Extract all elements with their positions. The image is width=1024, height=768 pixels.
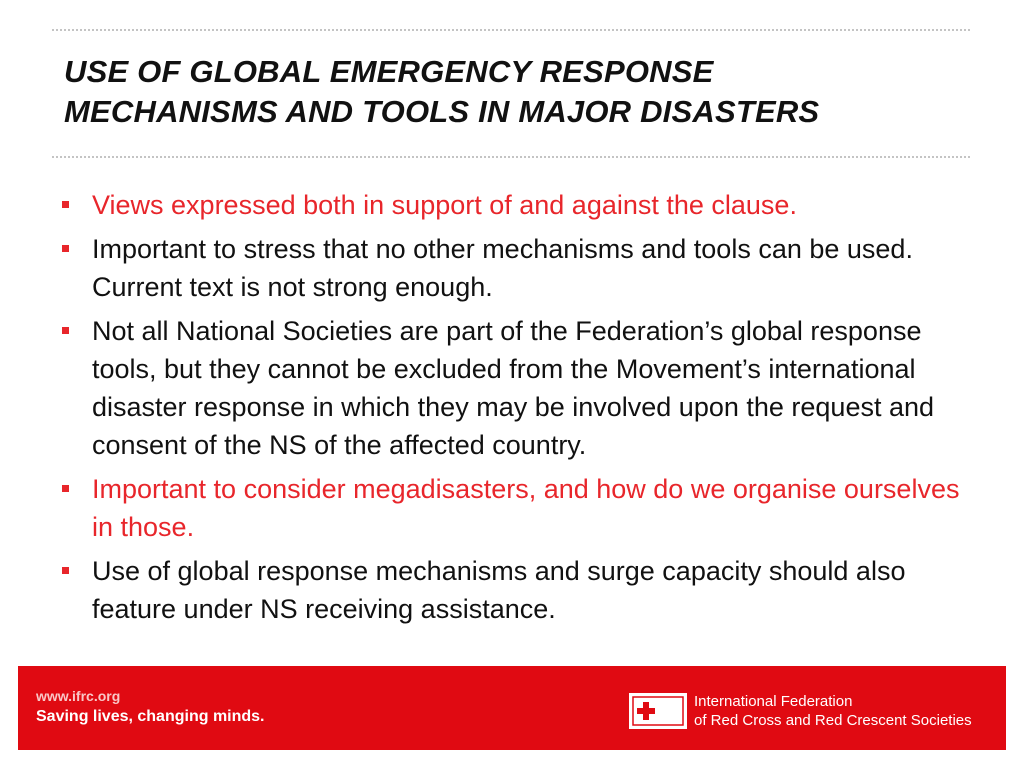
org-name-line-2: of Red Cross and Red Crescent Societies [694,712,972,729]
bullet-text: Not all National Societies are part of the Federation’s global response tools, but they cannot be excluded from the Movement’s international disaster response in which they may be involved upon the request and consent of the NS of the affected country. [92,316,935,460]
title-line-2: MECHANISMS AND TOOLS IN MAJOR DISASTERS [64,94,820,129]
bullet-item-3 [62,312,972,464]
title-dotted-divider [52,156,970,158]
bullet-square-icon [62,567,69,574]
bullet-text: Views expressed both in support of and against the clause. [92,190,797,220]
footer-tagline: Saving lives, changing minds. [36,708,265,725]
bullet-item-4 [62,470,972,546]
footer-bar [18,666,1006,750]
bullet-item-1 [62,186,972,224]
title-line-1: USE OF GLOBAL EMERGENCY RESPONSE [64,54,714,89]
bullet-item-5 [62,552,972,628]
red-cross-crescent-logo-icon [629,693,687,729]
bullet-square-icon [62,201,69,208]
bullet-item-2 [62,230,972,306]
logo-emblem-icon [631,695,685,727]
bullet-square-icon [62,485,69,492]
top-dotted-divider [52,29,970,31]
bullet-square-icon [62,327,69,334]
bullet-text: Important to stress that no other mechanisms and tools can be used. Current text is not strong enough. [92,234,913,302]
slide-title [64,52,984,132]
bullet-square-icon [62,245,69,252]
bullet-list [62,186,972,634]
org-name-line-1: International Federation [694,693,853,710]
bullet-text: Use of global response mechanisms and surge capacity should also feature under NS receiving assistance. [92,556,906,624]
bullet-text: Important to consider megadisasters, and how do we organise ourselves in those. [92,474,960,542]
footer-url-link[interactable]: www.ifrc.org [36,688,121,704]
